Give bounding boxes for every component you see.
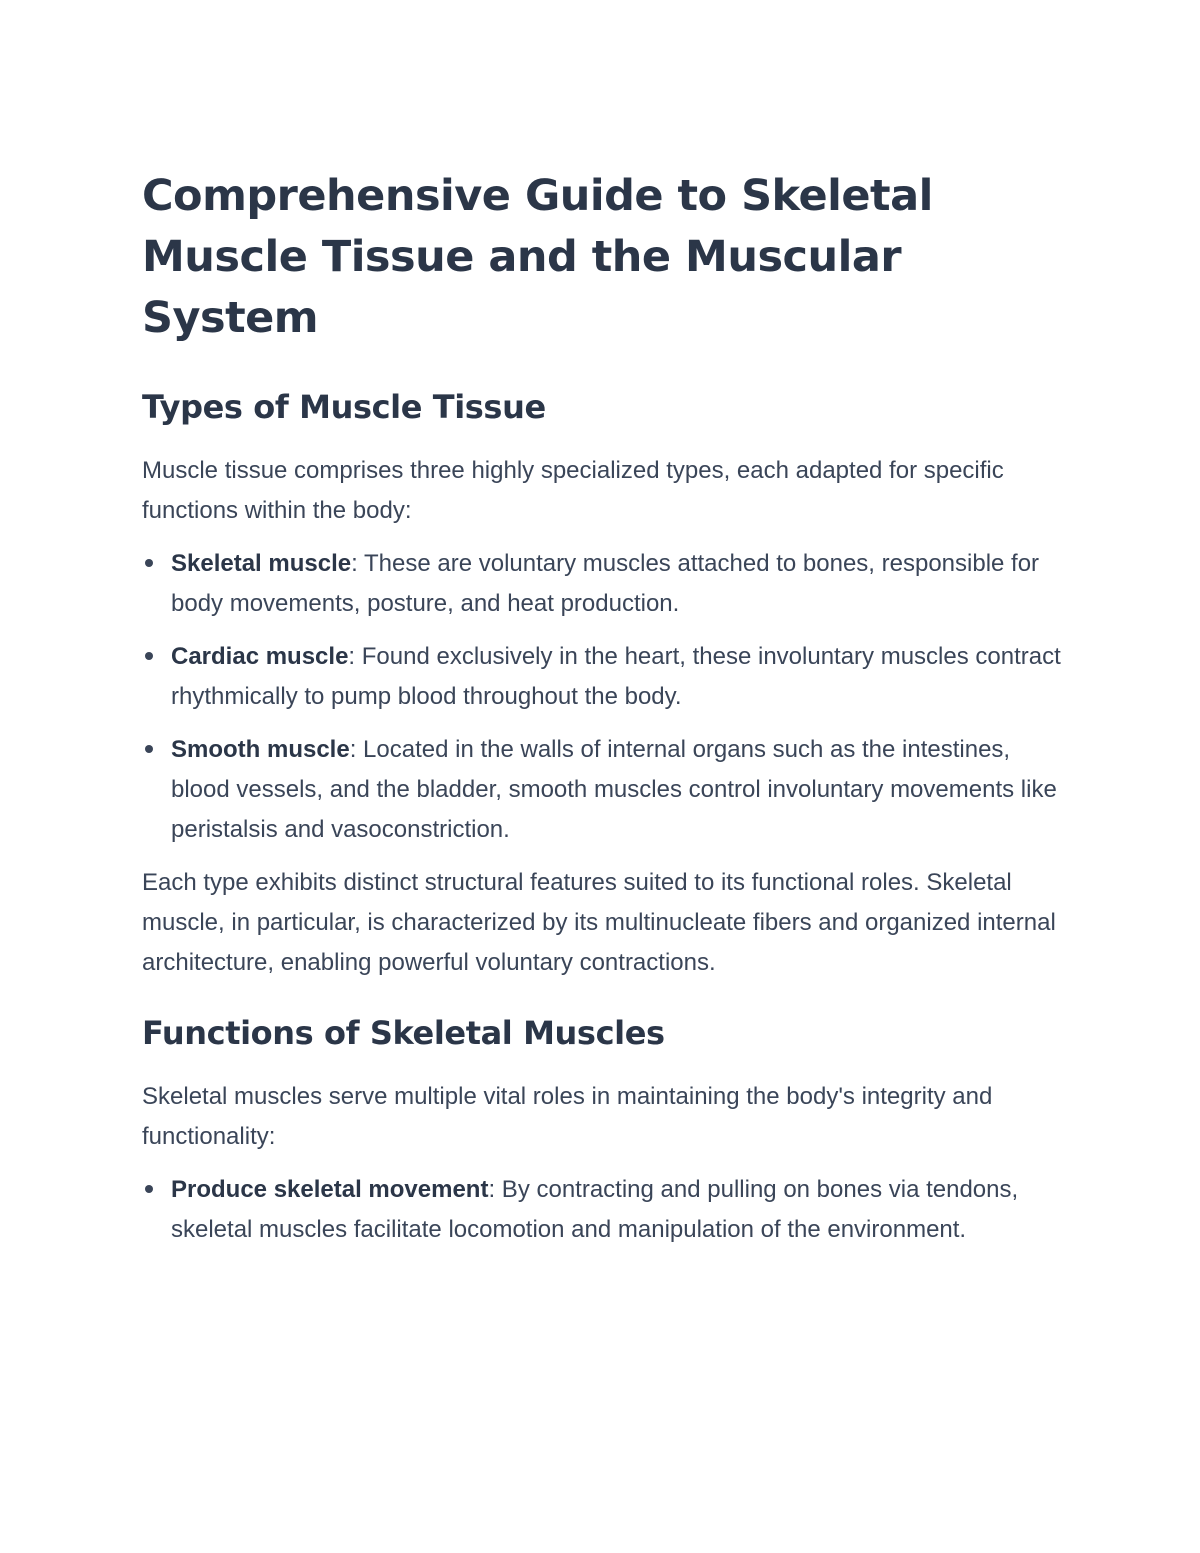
section-heading-functions: Functions of Skeletal Muscles <box>142 1014 665 1052</box>
section-heading-types: Types of Muscle Tissue <box>142 388 546 426</box>
section-outro-types: Each type exhibits distinct structural features suited to its functional roles. Skeletal muscle, in particular, is characterized by its multinucleate fibers and organized internal architecture, enabling powerful voluntary contractions. <box>142 869 1056 976</box>
document-page <box>142 166 1067 1263</box>
list-item-term: Skeletal muscle <box>171 550 352 577</box>
list-item <box>142 1170 1067 1250</box>
list-item-text: : Found exclusively in the heart, these involuntary muscles contract rhythmically to pump blood throughout the body. <box>171 643 1061 710</box>
functions-list <box>142 1170 1067 1250</box>
list-item-term: Cardiac muscle <box>171 643 349 670</box>
list-item-text: : Located in the walls of internal organs such as the intestines, blood vessels, and the bladder, smooth muscles control involuntary movements like peristalsis and vasoconstriction. <box>171 736 1057 843</box>
bullet-icon <box>145 559 153 567</box>
list-item <box>142 544 1067 624</box>
bullet-icon <box>145 652 153 660</box>
list-item-text: : These are voluntary muscles attached to bones, responsible for body movements, posture, and heat production. <box>171 550 1040 617</box>
muscle-types-list <box>142 544 1067 850</box>
bullet-icon <box>145 1185 153 1193</box>
list-item-term: Produce skeletal movement <box>171 1176 489 1203</box>
bullet-icon <box>145 745 153 753</box>
page-title: Comprehensive Guide to Skeletal Muscle Tissue and the Muscular System <box>142 171 933 343</box>
list-item-term: Smooth muscle <box>171 736 350 763</box>
list-item <box>142 637 1067 717</box>
list-item-text: : By contracting and pulling on bones via tendons, skeletal muscles facilitate locomotion and manipulation of the environment. <box>171 1176 1019 1243</box>
section-intro-types: Muscle tissue comprises three highly specialized types, each adapted for specific functions within the body: <box>142 457 1004 524</box>
list-item <box>142 730 1067 850</box>
section-intro-functions: Skeletal muscles serve multiple vital roles in maintaining the body's integrity and functionality: <box>142 1083 993 1150</box>
